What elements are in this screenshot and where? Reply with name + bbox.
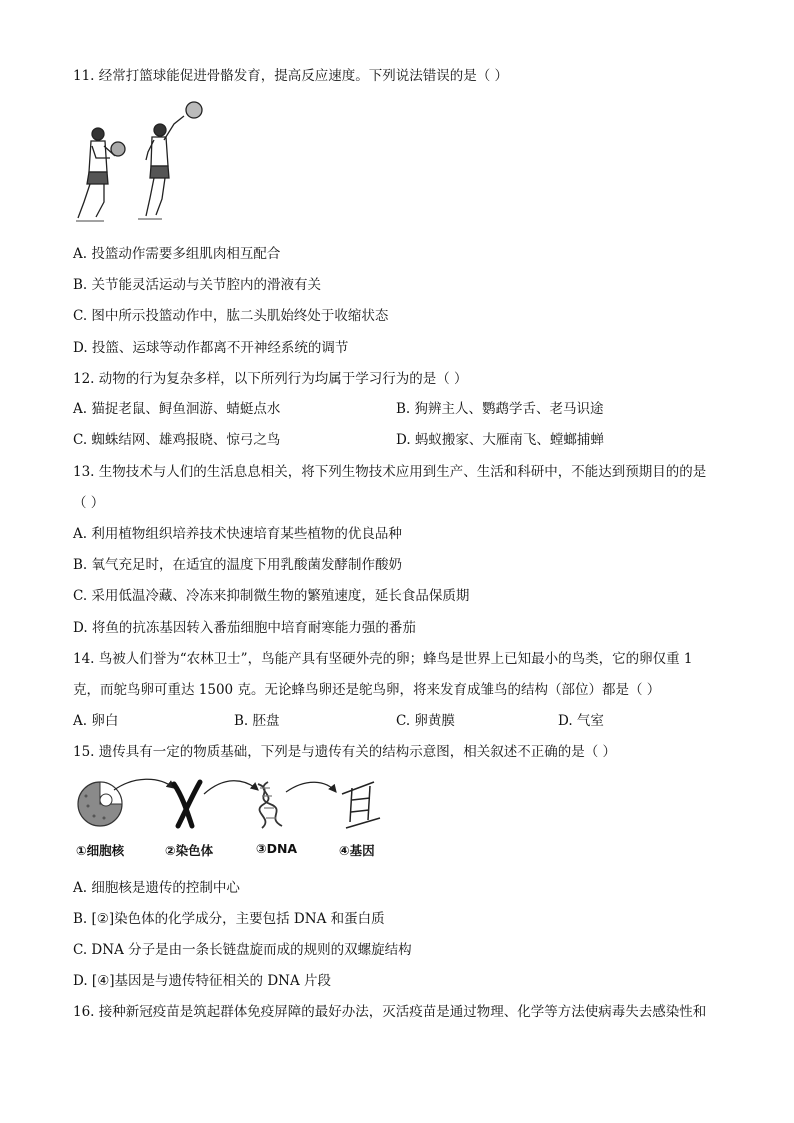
q15-option-c: C. DNA 分子是由一条长链盘旋而成的规则的双螺旋结构 (73, 942, 412, 958)
q16-stem: 16. 接种新冠疫苗是筑起群体免疫屏障的最好办法，灭活疫苗是通过物理、化学等方法使病毒失去感染性和 (73, 1004, 707, 1020)
genetics-structure-figure (74, 776, 390, 836)
basketball-players-illustration (74, 100, 208, 225)
chromosome-drawing (174, 782, 200, 826)
q13-stem-continued: （ ） (73, 495, 105, 511)
q14-stem-continued: 克，而鸵鸟卵可重达 1500 克。无论蜂鸟卵还是鸵鸟卵，将来发育成雏鸟的结构（部位）都是（ ） (73, 682, 661, 698)
basketball-figure (74, 100, 208, 225)
figure-label-chromosome: ②染色体 (165, 843, 214, 858)
q14-option-a: A. 卵白 (73, 713, 119, 729)
q11-option-c: C. 图中所示投篮动作中，肱二头肌始终处于收缩状态 (73, 308, 389, 324)
q13-stem: 13. 生物技术与人们的生活息息相关，将下列生物技术应用到生产、生活和科研中，不能达到预期目的的是 (73, 464, 707, 480)
figure-label-gene: ④基因 (339, 843, 375, 858)
q13-option-d: D. 将鱼的抗冻基因转入番茄细胞中培育耐寒能力强的番茄 (73, 620, 416, 636)
q15-option-a: A. 细胞核是遗传的控制中心 (73, 880, 240, 896)
figure-label-dna: ③DNA (256, 841, 298, 856)
q11-option-d: D. 投篮、运球等动作都离不开神经系统的调节 (73, 340, 349, 356)
q11-stem: 11. 经常打篮球能促进骨骼发育，提高反应速度。下列说法错误的是（ ） (73, 68, 509, 84)
q12-option-d: D. 蚂蚁搬家、大雁南飞、螳螂捕蝉 (396, 432, 604, 448)
q14-option-c: C. 卵黄膜 (396, 713, 455, 729)
q15-option-d: D. [④]基因是与遗传特征相关的 DNA 片段 (73, 973, 332, 989)
q12-option-c: C. 蜘蛛结网、雄鸡报晓、惊弓之鸟 (73, 432, 281, 448)
q14-option-d: D. 气室 (558, 713, 604, 729)
q13-option-b: B. 氧气充足时，在适宜的温度下用乳酸菌发酵制作酸奶 (73, 557, 403, 573)
q12-option-b: B. 狗辨主人、鹦鹉学舌、老马识途 (396, 401, 604, 417)
q12-stem: 12. 动物的行为复杂多样，以下所列行为均属于学习行为的是（ ） (73, 371, 468, 387)
q14-option-b: B. 胚盘 (234, 713, 280, 729)
q13-option-c: C. 采用低温冷藏、冷冻来抑制微生物的繁殖速度，延长食品保质期 (73, 588, 470, 604)
figure-label-nucleus: ①细胞核 (76, 843, 125, 858)
q15-stem: 15. 遗传具有一定的物质基础，下列是与遗传有关的结构示意图，相关叙述不正确的是（ ） (73, 744, 617, 760)
dna-helix-drawing (258, 782, 282, 828)
gene-drawing (342, 782, 380, 828)
q13-option-a: A. 利用植物组织培养技术快速培育某些植物的优良品种 (73, 526, 402, 542)
genetics-structures-diagram (74, 776, 390, 836)
q12-option-a: A. 猫捉老鼠、鲟鱼洄游、蜻蜓点水 (73, 401, 281, 417)
q11-option-b: B. 关节能灵活运动与关节腔内的滑液有关 (73, 277, 322, 293)
q15-option-b: B. [②]染色体的化学成分，主要包括 DNA 和蛋白质 (73, 911, 385, 927)
q14-stem: 14. 鸟被人们誉为“农林卫士”，鸟能产具有坚硬外壳的卵；蜂鸟是世界上已知最小的鸟类，它的卵仅重 1 (73, 651, 693, 667)
q11-option-a: A. 投篮动作需要多组肌肉相互配合 (73, 246, 281, 262)
